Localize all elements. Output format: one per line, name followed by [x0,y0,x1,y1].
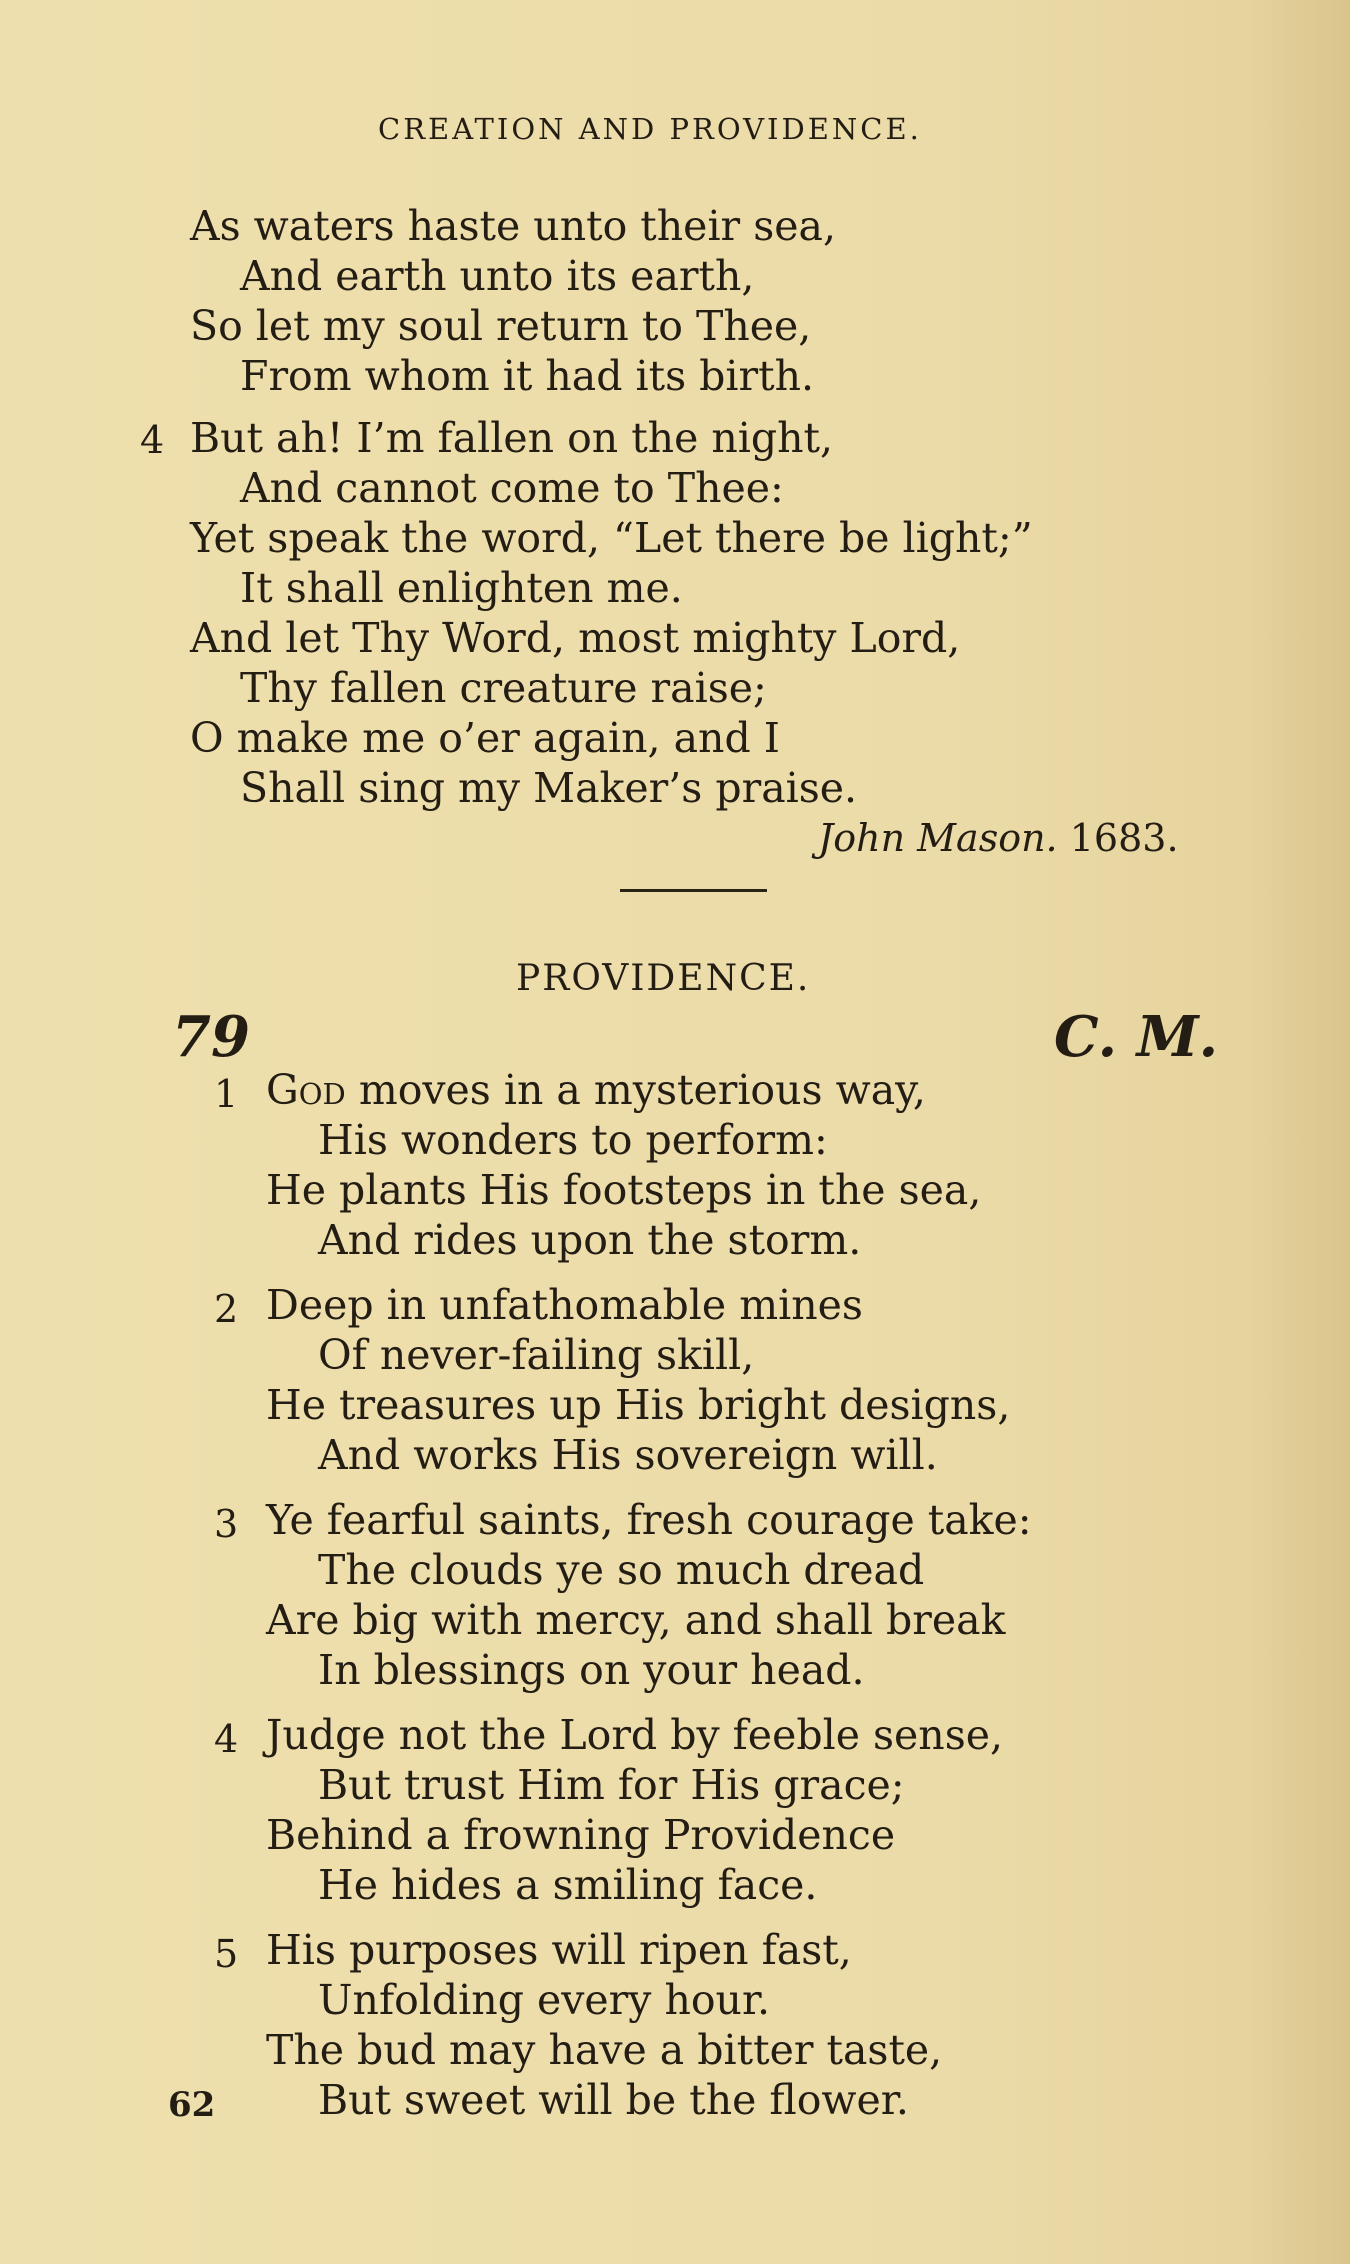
verse-line: Deep in unfathomable mines [266,1281,863,1329]
running-head: CREATION AND PROVIDENCE. [378,112,922,146]
verse-line: Judge not the Lord by feeble sense, [266,1711,1004,1759]
stanza-number: 2 [214,1287,239,1331]
author-attribution [818,816,1179,860]
hymn-number: 79 [172,1004,250,1070]
verse-line: Yet speak the word, “Let there be light;” [190,514,1033,562]
first-word: God [266,1066,346,1114]
page-number: 62 [168,2085,216,2125]
hymn-meter: C. M. [1054,1004,1219,1070]
verse-line: But sweet will be the flower. [318,2076,909,2124]
verse-line: Of never-failing skill, [318,1331,755,1379]
verse-line: Are big with mercy, and shall break [266,1596,1006,1644]
verse-line: His wonders to perform: [318,1116,828,1164]
verse-line: Ye fearful saints, fresh courage take: [266,1496,1032,1544]
verse-line: As waters haste unto their sea, [190,202,836,250]
verse-line: He treasures up His bright designs, [266,1381,1011,1429]
verse-line: Behind a frowning Providence [266,1811,896,1859]
verse-line: His purposes will ripen fast, [266,1926,852,1974]
verse-line: Shall sing my Maker’s praise. [240,764,858,812]
verse-line: He plants His footsteps in the sea, [266,1166,982,1214]
verse-line: And let Thy Word, most mighty Lord, [190,614,961,662]
verse-line: So let my soul return to Thee, [190,302,812,350]
verse-line: He hides a smiling face. [318,1861,818,1909]
verse-line: O make me o’er again, and I [190,714,780,762]
verse-line: And earth unto its earth, [240,252,755,300]
verse-line: But ah! I’m fallen on the night, [190,414,834,462]
stanza-number: 4 [140,418,165,462]
stanza-number: 4 [214,1717,239,1761]
verse-line-rest: moves in a mysterious way, [345,1066,926,1114]
verse-line: But trust Him for His grace; [318,1761,905,1809]
verse-line: And works His sovereign will. [318,1431,938,1479]
author-name: John Mason. [818,816,1058,860]
verse-line: It shall enlighten me. [240,564,683,612]
stanza-number: 5 [214,1932,239,1976]
verse-line: From whom it had its birth. [240,352,815,400]
section-title: PROVIDENCE. [516,958,811,999]
verse-line: And cannot come to Thee: [240,464,784,512]
verse-line [266,1066,926,1114]
stanza-number: 3 [214,1502,239,1546]
verse-line: And rides upon the storm. [318,1216,862,1264]
verse-line: The clouds ye so much dread [318,1546,925,1594]
verse-line: Unfolding every hour. [318,1976,771,2024]
verse-line: The bud may have a bitter taste, [266,2026,943,2074]
section-divider [620,889,767,892]
verse-line: Thy fallen creature raise; [240,664,767,712]
author-year: 1683. [1069,816,1179,860]
verse-line: In blessings on your head. [318,1646,865,1694]
stanza-number: 1 [214,1072,239,1116]
